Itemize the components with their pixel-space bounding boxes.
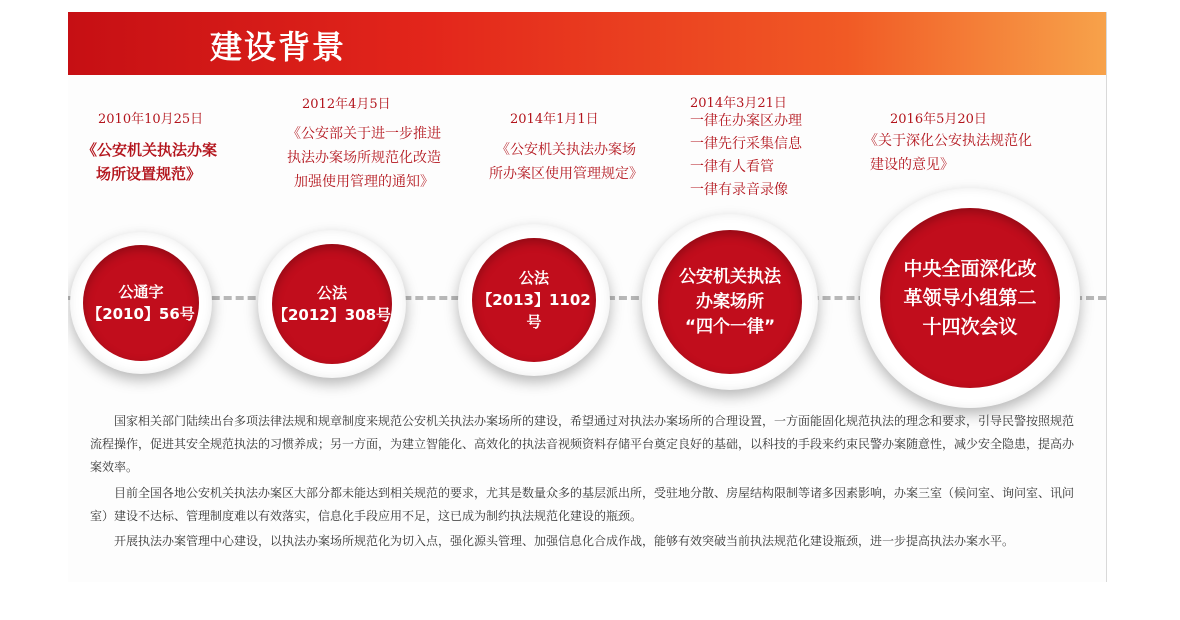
- timeline-doc-line: 建设的意见》: [870, 157, 954, 173]
- circle-label-line: 十四次会议: [922, 315, 1018, 338]
- timeline-date-2014-01: 2014年1月1日: [510, 112, 599, 127]
- circle-label-line: 公通字: [118, 283, 164, 301]
- timeline-doc-line: 一律在办案区办理: [690, 113, 802, 129]
- background-paragraph-2: 目前全国各地公安机关执法办案区大部分都未能达到相关规范的要求，尤其是数量众多的基层派出所，受驻地分散、房屋结构限制等诸多因素影响，办案三室（候问室、询问室、讯问室）建设不达标、管理制度难以有效落实，信息化手段应用不足，这已成为制约执法规范化建设的瓶颈。: [90, 486, 1075, 523]
- timeline-date-2016: 2016年5月20日: [890, 112, 987, 127]
- circle-label-line: “四个一律”: [684, 316, 776, 337]
- timeline-circle-2016: [860, 188, 1080, 408]
- timeline-doc-line: 执法办案场所规范化改造: [287, 150, 441, 166]
- circle-label-line: 【2012】308号: [272, 306, 392, 324]
- timeline-doc-line: 《公安部关于进一步推进: [287, 126, 441, 142]
- timeline-date-2012: 2012年4月5日: [302, 97, 391, 112]
- timeline-doc-line: 《公安机关执法办案: [82, 141, 218, 159]
- timeline-doc-line: 一律先行采集信息: [690, 136, 802, 152]
- circle-label-line: 公法: [518, 269, 549, 287]
- timeline-circle-2010: [70, 232, 212, 374]
- timeline-circle-core: [272, 244, 392, 364]
- timeline-doc-line: 《公安机关执法办案场: [496, 142, 636, 158]
- timeline-doc-line: 一律有录音录像: [690, 182, 788, 198]
- header-banner: [68, 12, 1106, 75]
- timeline-doc-line: 加强使用管理的通知》: [294, 174, 434, 190]
- timeline-doc-line: 所办案区使用管理规定》: [489, 166, 643, 182]
- timeline-date-2014-03: 2014年3月21日: [690, 96, 787, 111]
- timeline-circle-2014-01: [458, 224, 610, 376]
- circle-label-line: 中央全面深化改: [903, 257, 1037, 280]
- timeline-doc-2014-01: [476, 138, 656, 186]
- circle-label-line: 【2013】1102号: [477, 291, 591, 331]
- timeline-doc-line: 一律有人看管: [690, 159, 774, 175]
- timeline-circle-2014-03: [642, 214, 818, 390]
- timeline-date-2010: 2010年10月25日: [98, 112, 204, 127]
- timeline-circle-2012: [258, 230, 406, 378]
- slide: [68, 12, 1107, 582]
- timeline-doc-2010: [82, 138, 217, 186]
- page-title: 建设背景: [210, 28, 347, 66]
- timeline-doc-line: 场所设置规范》: [96, 165, 202, 183]
- timeline-doc-line: 《关于深化公安执法规范化: [864, 133, 1032, 149]
- background-paragraph-3: 开展执法办案管理中心建设，以执法办案场所规范化为切入点，强化源头管理、加强信息化合成作战，能够有效突破当前执法规范化建设瓶颈，进一步提高执法办案水平。: [114, 534, 1015, 548]
- timeline-circle-core: [83, 245, 199, 361]
- circle-label-line: 公安机关执法: [679, 266, 781, 287]
- timeline-circle-core: [472, 238, 596, 362]
- circle-label-line: 公法: [316, 284, 347, 302]
- circle-label-line: 【2010】56号: [87, 305, 195, 323]
- timeline-circle-core: [880, 208, 1060, 388]
- timeline-doc-2012: [264, 122, 464, 194]
- circle-label-line: 办案场所: [696, 291, 764, 312]
- timeline-doc-2014-03: [690, 110, 802, 202]
- timeline-circle-core: [658, 230, 802, 374]
- background-paragraph-1: 国家相关部门陆续出台多项法律法规和规章制度来规范公安机关执法办案场所的建设，希望通过对执法办案场所的合理设置，一方面能固化规范执法的理念和要求，引导民警按照规范流程操作，促进其安全规范执法的习惯养成；另一方面，为建立智能化、高效化的执法音视频资料存储平台奠定良好的基础，以科技的手段来约束民警办案随意性，减少安全隐患，提高办案效率。: [90, 414, 1075, 474]
- timeline-doc-2016: [864, 129, 1032, 177]
- circle-label-line: 革领导小组第二: [903, 286, 1037, 309]
